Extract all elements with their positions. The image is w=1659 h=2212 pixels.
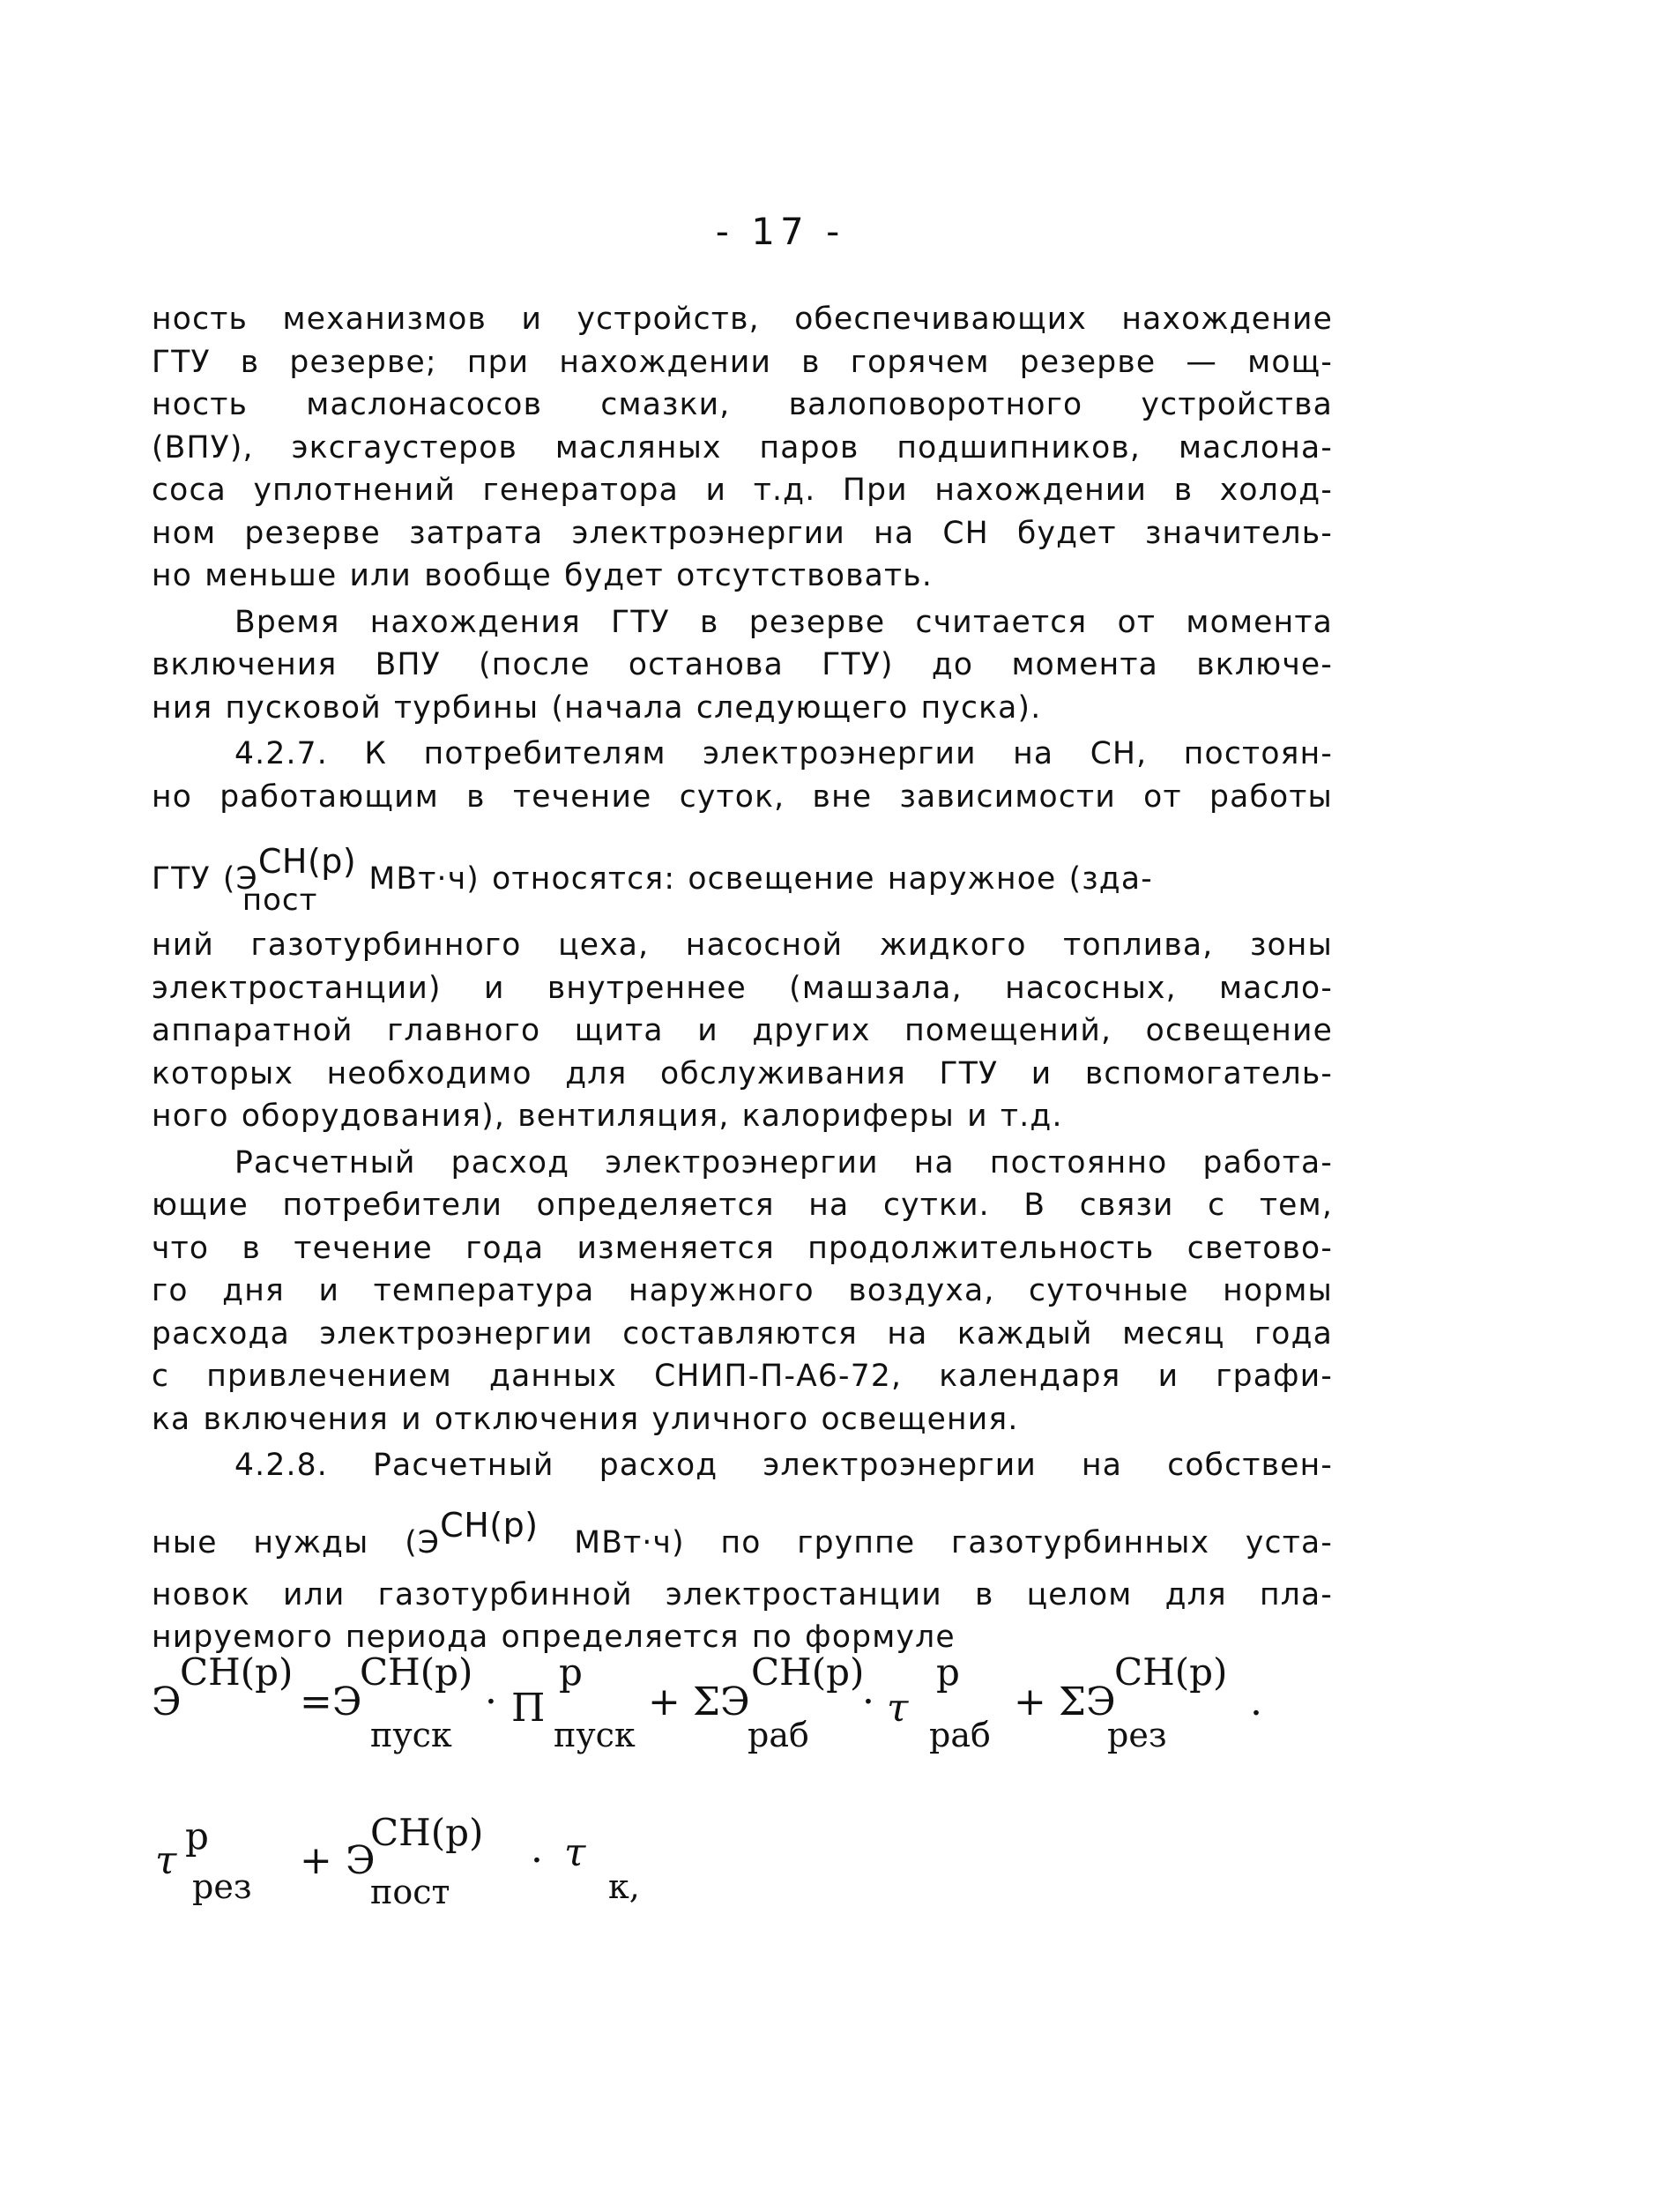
formula-sub: рез	[192, 1867, 252, 1906]
formula-sub: к,	[608, 1867, 640, 1906]
text-fragment: ные нужды (Э	[152, 1524, 441, 1560]
formula-tau: τ	[564, 1830, 586, 1875]
text-line: ГТУ в резерве; при нахождении в горячем резерве — мощ-	[152, 344, 1333, 380]
formula-sup: СН(р)	[180, 1650, 294, 1694]
text-line: ка включения и отключения уличного освещения.	[152, 1401, 1019, 1437]
formula-sup: СН(р)	[370, 1811, 484, 1854]
text-line: Время нахождения ГТУ в резерве считается от момента	[234, 604, 1333, 640]
text-line: расхода электроэнергии составляются на каждый месяц года	[152, 1315, 1333, 1352]
text-line: 4.2.7. К потребителям электроэнергии на СН, постоян-	[234, 736, 1333, 771]
superscript: СН(р)	[440, 1505, 539, 1545]
page-number: - 17 -	[715, 210, 845, 253]
formula-tau: τ	[155, 1838, 177, 1883]
formula-dot: ·	[531, 1838, 543, 1883]
formula-plus-sum: + ΣЭ	[1014, 1679, 1116, 1724]
text-line: соса уплотнений генератора и т.д. При нахождении в холод-	[152, 473, 1333, 508]
formula-sup: р	[559, 1650, 583, 1694]
formula-plus: +	[300, 1838, 332, 1883]
text-line: что в течение года изменяется продолжительность светово-	[152, 1230, 1333, 1266]
text-line: которых необходимо для обслуживания ГТУ и вспомогатель-	[152, 1055, 1333, 1091]
formula-plus-sum: + ΣЭ	[648, 1679, 750, 1724]
subscript: пост	[242, 883, 318, 918]
formula-symbol-n: П	[511, 1686, 546, 1731]
text-fragment: МВт·ч) по группе газотурбинных уста-	[538, 1524, 1333, 1560]
text-line: новок или газотурбинной электростанции в целом для пла-	[152, 1576, 1333, 1612]
formula-sub: пуск	[370, 1716, 452, 1754]
superscript: СН(р)	[257, 842, 357, 881]
text-line: ющие потребители определяется на сутки. В связи с тем,	[152, 1188, 1333, 1223]
text-line: включения ВПУ (после останова ГТУ) до момента включе-	[152, 647, 1333, 682]
text-line: электростанции) и внутреннее (машзала, насосных, масло-	[152, 970, 1333, 1006]
text-line: но работающим в течение суток, вне зависимости от работы	[152, 778, 1333, 815]
formula-sub: раб	[929, 1716, 991, 1754]
formula-sup: р	[185, 1814, 209, 1858]
formula-sup: р	[936, 1650, 960, 1694]
text-line: ния пусковой турбины (начала следующего пуска).	[152, 689, 1042, 726]
text-line: аппаратной главного щита и других помещений, освещение	[152, 1013, 1333, 1048]
text-line: (ВПУ), эксгаустеров масляных паров подшипников, маслона-	[152, 429, 1333, 465]
text-line: 4.2.8. Расчетный расход электроэнергии на собствен-	[234, 1448, 1333, 1483]
formula-dot: .	[1250, 1679, 1262, 1724]
text-line: ний газотурбинного цеха, насосной жидкого топлива, зоны	[152, 927, 1333, 963]
text-line: Расчетный расход электроэнергии на постоянно работа-	[234, 1144, 1333, 1180]
formula-sub: пост	[370, 1873, 450, 1911]
formula-sub: раб	[748, 1716, 809, 1754]
text-line: ного оборудования), вентиляция, калориферы и т.д.	[152, 1099, 1063, 1134]
text-line: нируемого периода определяется по формуле	[152, 1620, 956, 1655]
formula-sup: СН(р)	[360, 1650, 473, 1694]
formula-dot: ·	[862, 1679, 874, 1724]
text-line: ность маслонасосов смазки, валоповоротного устройства	[152, 387, 1333, 422]
text-line: ность механизмов и устройств, обеспечивающих нахождение	[152, 302, 1333, 337]
text-fragment: МВт·ч) относятся: освещение наружное (зда-	[356, 861, 1153, 897]
formula-sub: пуск	[554, 1716, 636, 1754]
formula-dot: ·	[485, 1679, 497, 1724]
text-line: ном резерве затрата электроэнергии на СН будет значитель-	[152, 515, 1333, 551]
formula-tau: τ	[887, 1686, 909, 1731]
formula-sup: СН(р)	[1114, 1650, 1228, 1694]
formula-sub: рез	[1107, 1716, 1167, 1754]
text-fragment: ГТУ (Э	[152, 861, 258, 897]
formula-symbol-e: Э	[346, 1838, 376, 1883]
formula-sup: СН(р)	[751, 1650, 865, 1694]
formula-equals: =Э	[300, 1679, 362, 1724]
formula-symbol-e: Э	[152, 1679, 182, 1724]
text-line: го дня и температура наружного воздуха, суточные нормы	[152, 1273, 1333, 1308]
text-line: с привлечением данных СНИП-П-А6-72, календаря и графи-	[152, 1359, 1333, 1394]
text-line: но меньше или вообще будет отсутствовать.	[152, 558, 934, 593]
